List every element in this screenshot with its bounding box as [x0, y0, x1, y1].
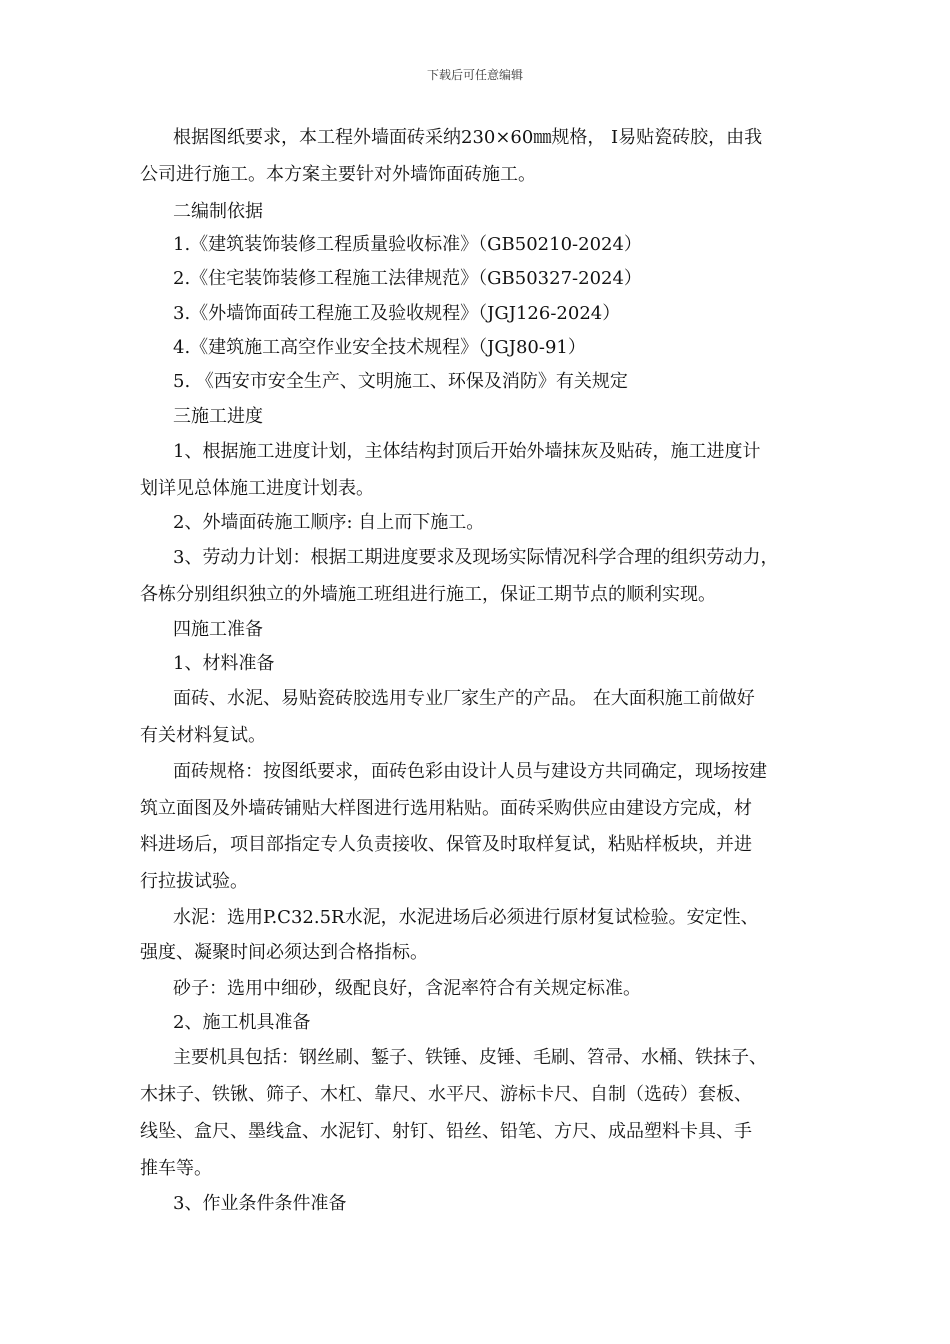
section-heading: 二编制依据: [173, 201, 263, 222]
paragraph-line: 线坠、盒尺、墨线盒、水泥钉、射钉、铅丝、铅笔、方尺、成品塑料卡具、手: [140, 1121, 752, 1142]
paragraph-line: 筑立面图及外墙砖铺贴大样图进行选用粘贴。面砖采购供应由建设方完成，材: [140, 798, 752, 819]
paragraph-line: 水泥：选用P.C32.5R水泥，水泥进场后必须进行原材复试检验。安定性、: [173, 907, 759, 928]
paragraph-line: 1、根据施工进度计划，主体结构封顶后开始外墙抹灰及贴砖，施工进度计: [173, 441, 761, 462]
paragraph-line: 砂子：选用中细砂，级配良好，含泥率符合有关规定标准。: [173, 978, 641, 999]
section-heading: 三施工进度: [173, 406, 263, 427]
list-item: 1.《建筑装饰装修工程质量验收标准》（GB50210-2024）: [173, 234, 642, 255]
paragraph-line: 料进场后，项目部指定专人负责接收、保管及时取样复试，粘贴样板块，并进: [140, 834, 752, 855]
paragraph-line: 根据图纸要求，本工程外墙面砖采纳230×60㎜规格， Ⅰ易贴瓷砖胶，由我: [173, 127, 763, 148]
subsection-heading: 2、施工机具准备: [173, 1012, 311, 1033]
list-item: 2.《住宅装饰装修工程施工法律规范》（GB50327-2024）: [173, 268, 642, 289]
paragraph-line: 主要机具包括：钢丝刷、錾子、铁锤、皮锤、毛刷、笤帚、水桶、铁抹子、: [173, 1047, 767, 1068]
list-item: 5. 《西安市安全生产、文明施工、环保及消防》有关规定: [173, 371, 628, 392]
paragraph-line: 3、劳动力计划：根据工期进度要求及现场实际情况科学合理的组织劳动力，: [173, 547, 779, 568]
paragraph-line: 面砖规格：按图纸要求，面砖色彩由设计人员与建设方共同确定，现场按建: [173, 761, 767, 782]
section-heading: 四施工准备: [173, 619, 263, 640]
paragraph-line: 推车等。: [140, 1158, 212, 1179]
paragraph-line: 各栋分别组织独立的外墙施工班组进行施工，保证工期节点的顺利实现。: [140, 584, 716, 605]
paragraph-line: 划详见总体施工进度计划表。: [140, 478, 374, 499]
paragraph-line: 行拉拔试验。: [140, 871, 248, 892]
paragraph-line: 2、外墙面砖施工顺序: 自上而下施工。: [173, 512, 485, 533]
list-item: 3.《外墙饰面砖工程施工及验收规程》（JGJ126-2024）: [173, 303, 621, 324]
paragraph-line: 木抹子、铁锹、筛子、木杠、靠尺、水平尺、游标卡尺、自制（选砖）套板、: [140, 1084, 752, 1105]
subsection-heading: 3、作业条件条件准备: [173, 1193, 347, 1214]
subsection-heading: 1、材料准备: [173, 653, 275, 674]
list-item: 4.《建筑施工高空作业安全技术规程》（JGJ80-91）: [173, 337, 586, 358]
page-header: 下载后可任意编辑: [426, 68, 523, 82]
paragraph-line: 有关材料复试。: [140, 725, 266, 746]
paragraph-line: 面砖、水泥、易贴瓷砖胶选用专业厂家生产的产品。 在大面积施工前做好: [173, 688, 755, 709]
paragraph-line: 强度、凝聚时间必须达到合格指标。: [140, 942, 428, 963]
paragraph-line: 公司进行施工。本方案主要针对外墙饰面砖施工。: [140, 164, 536, 185]
